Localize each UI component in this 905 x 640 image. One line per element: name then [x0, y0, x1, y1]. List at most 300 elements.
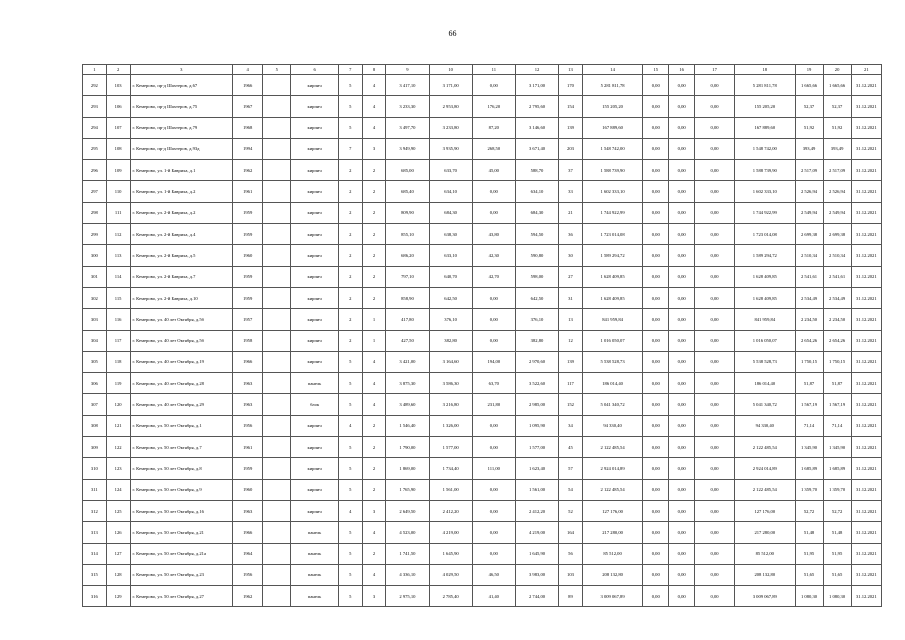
table-cell: 0,00	[695, 266, 735, 287]
table-cell: 31.12.2021	[851, 75, 881, 96]
table-cell: 0,00	[669, 266, 695, 287]
table-cell: 4 336,10	[386, 564, 429, 585]
table-cell: 376,10	[515, 309, 558, 330]
table-cell: 1962	[233, 160, 263, 181]
table-cell: 0,00	[669, 287, 695, 308]
table-cell: 2	[362, 415, 386, 436]
table-cell: 0,00	[643, 458, 669, 479]
table-cell: 0,00	[669, 202, 695, 223]
table-cell: 1956	[233, 415, 263, 436]
table-cell: 113	[106, 245, 130, 266]
table-cell: 0,00	[472, 309, 515, 330]
table-cell: 5	[338, 543, 362, 564]
table-cell: 0,00	[695, 479, 735, 500]
table-cell: кирпич	[291, 287, 339, 308]
table-cell: 0,00	[669, 500, 695, 521]
table-cell: 0,00	[643, 75, 669, 96]
table-cell: 0,00	[643, 351, 669, 372]
table-cell: 300	[83, 245, 107, 266]
table-cell: 51,65	[823, 564, 851, 585]
table-cell: 4	[362, 373, 386, 394]
table-cell: 1 359,70	[823, 479, 851, 500]
table-cell: 2 985,00	[515, 394, 558, 415]
table-cell: 3 522,60	[515, 373, 558, 394]
table-cell: 0,00	[669, 96, 695, 117]
table-cell: 0,00	[669, 564, 695, 585]
table-cell: 109	[106, 160, 130, 181]
table-cell: 167 889,60	[582, 117, 642, 138]
table-cell: 0,00	[669, 75, 695, 96]
table-cell: 3	[362, 586, 386, 607]
table-cell: 0,00	[643, 479, 669, 500]
table-cell: кирпич	[291, 181, 339, 202]
column-header: 16	[669, 65, 695, 75]
table-cell: кирпич	[291, 309, 339, 330]
table-cell: 1963	[233, 373, 263, 394]
table-cell: 308	[83, 415, 107, 436]
table-cell: 1956	[233, 564, 263, 585]
table-cell: 3 417,10	[386, 75, 429, 96]
table-cell: панель	[291, 564, 339, 585]
table-cell: 1 095,90	[515, 415, 558, 436]
table-cell: 2 785,40	[429, 586, 472, 607]
table-cell: 0,00	[669, 415, 695, 436]
table-cell: 4 219,00	[429, 522, 472, 543]
table-cell	[263, 309, 291, 330]
table-cell: 127	[106, 543, 130, 564]
table-cell: 1 567,19	[795, 394, 823, 415]
table-cell: 0,00	[695, 224, 735, 245]
table-cell: 3	[362, 500, 386, 521]
table-cell: 31.12.2021	[851, 522, 881, 543]
table-row	[83, 415, 882, 436]
table-cell: 155 205,20	[735, 96, 795, 117]
table-row	[83, 245, 882, 266]
table-cell: 139	[559, 351, 583, 372]
table-row	[83, 522, 882, 543]
table-cell: 1963	[233, 394, 263, 415]
table-cell: 0,00	[472, 522, 515, 543]
table-cell: 427,50	[386, 330, 429, 351]
table-cell: 42,30	[472, 245, 515, 266]
table-cell: 1 577,00	[429, 437, 472, 458]
table-cell: 5	[338, 75, 362, 96]
table-cell: 1966	[233, 75, 263, 96]
table-cell: 94 330,40	[582, 415, 642, 436]
table-cell: 4	[362, 564, 386, 585]
table-cell: 154	[559, 96, 583, 117]
table-cell: 114	[106, 266, 130, 287]
table-cell: 2 510,34	[795, 245, 823, 266]
table-cell: 316	[83, 586, 107, 607]
table-cell: 0,00	[669, 309, 695, 330]
table-cell: 127 176,00	[582, 500, 642, 521]
table-cell: кирпич	[291, 224, 339, 245]
table-cell: 1 723 014,08	[582, 224, 642, 245]
table-cell: 1 628 409,85	[735, 287, 795, 308]
table-cell: 1 561,00	[515, 479, 558, 500]
table-cell: 52,37	[823, 96, 851, 117]
column-header: 8	[362, 65, 386, 75]
table-cell: 638,30	[429, 224, 472, 245]
table-cell: 598,00	[515, 266, 558, 287]
column-header: 19	[795, 65, 823, 75]
table-cell: 103	[559, 564, 583, 585]
table-cell: 31.12.2021	[851, 202, 881, 223]
table-cell: 0,00	[695, 330, 735, 351]
table-cell: 30	[559, 245, 583, 266]
table-cell: 590,80	[515, 245, 558, 266]
table-cell: 0,00	[695, 117, 735, 138]
table-cell: 2 517,09	[823, 160, 851, 181]
table-cell	[263, 373, 291, 394]
table-cell: 107	[106, 117, 130, 138]
table-cell: 5	[338, 458, 362, 479]
table-cell	[263, 245, 291, 266]
table-cell: 0,00	[643, 394, 669, 415]
page-number: 66	[448, 29, 457, 38]
table-cell	[263, 181, 291, 202]
table-cell: 0,00	[669, 437, 695, 458]
table-cell: 1 869,00	[386, 458, 429, 479]
table-cell: 2	[338, 202, 362, 223]
address-cell: г. Кемерово, ул. 40 лет Октября, д.5б	[130, 309, 233, 330]
address-cell: г. Кемерово, ул. 40 лет Октября, д.19	[130, 351, 233, 372]
column-header: 9	[386, 65, 429, 75]
table-cell: 31.12.2021	[851, 181, 881, 202]
table-cell: 21	[559, 202, 583, 223]
table-cell: 0,00	[643, 266, 669, 287]
table-cell: 382,80	[429, 330, 472, 351]
table-cell: 3 233,30	[386, 96, 429, 117]
table-cell: 13	[559, 309, 583, 330]
table-cell: 51,92	[823, 117, 851, 138]
table-cell: 3 497,70	[386, 117, 429, 138]
address-cell: г. Кемерово, ул. 2-й Бавриха, д.5	[130, 245, 233, 266]
table-cell: 2 970,60	[515, 351, 558, 372]
table-cell: 5	[338, 373, 362, 394]
table-cell: 1959	[233, 202, 263, 223]
table-cell: 1	[362, 330, 386, 351]
table-cell: 0,00	[643, 522, 669, 543]
table-cell	[263, 500, 291, 521]
table-cell: 2 795,60	[515, 96, 558, 117]
table-cell: 5	[338, 96, 362, 117]
table-cell: 0,00	[695, 309, 735, 330]
table-cell: 2 541,61	[795, 266, 823, 287]
table-cell: 2	[362, 245, 386, 266]
table-cell: 123	[106, 458, 130, 479]
table-cell: 31.12.2021	[851, 543, 881, 564]
table-cell: кирпич	[291, 458, 339, 479]
address-cell: г. Кемерово, ул. 50 лет Октября, д.21	[130, 522, 233, 543]
table-cell: 34	[559, 415, 583, 436]
table-cell: 51,92	[795, 117, 823, 138]
table-cell: блок	[291, 394, 339, 415]
table-cell: 382,80	[515, 330, 558, 351]
table-cell: 51,65	[795, 564, 823, 585]
table-cell: 2 744,00	[515, 586, 558, 607]
table-cell: 1 561,00	[429, 479, 472, 500]
table-cell: 203	[559, 138, 583, 159]
table-cell: 31.12.2021	[851, 117, 881, 138]
table-cell: 0,00	[695, 543, 735, 564]
table-cell: 1961	[233, 181, 263, 202]
table-cell: 121	[106, 415, 130, 436]
table-cell	[263, 138, 291, 159]
table-cell: 31.12.2021	[851, 287, 881, 308]
table-cell: 1 723 014,08	[735, 224, 795, 245]
table-cell: 2 549,94	[795, 202, 823, 223]
table-cell: 310	[83, 458, 107, 479]
table-row	[83, 394, 882, 415]
table-cell: 63,70	[472, 373, 515, 394]
address-cell: г. Кемерово, ул. 2-й Бавриха, д.2	[130, 202, 233, 223]
table-cell	[263, 202, 291, 223]
address-cell: г. Кемерово, ул. 50 лет Октября, д.16	[130, 500, 233, 521]
table-cell	[263, 287, 291, 308]
table-row	[83, 160, 882, 181]
table-cell: кирпич	[291, 500, 339, 521]
table-cell: 1 685,89	[795, 458, 823, 479]
table-cell: панель	[291, 543, 339, 564]
table-cell: 1	[362, 309, 386, 330]
table-cell: 31.12.2021	[851, 266, 881, 287]
table-cell: 31.12.2021	[851, 330, 881, 351]
table-cell: 4	[338, 500, 362, 521]
table-cell: 5	[338, 394, 362, 415]
table-cell: 5	[338, 586, 362, 607]
table-row	[83, 181, 882, 202]
table-cell: 1 744 922,99	[582, 202, 642, 223]
table-cell: кирпич	[291, 202, 339, 223]
table-cell: 0,00	[643, 160, 669, 181]
table-cell: 1959	[233, 224, 263, 245]
table-cell: 231,80	[472, 394, 515, 415]
column-header: 17	[695, 65, 735, 75]
table-row	[83, 564, 882, 585]
table-cell: 54	[559, 479, 583, 500]
table-cell	[263, 437, 291, 458]
table-cell: 841 959,84	[582, 309, 642, 330]
column-header: 2	[106, 65, 130, 75]
table-cell: 0,00	[695, 138, 735, 159]
table-cell: 0,00	[643, 202, 669, 223]
table-cell: 685,00	[386, 160, 429, 181]
table-cell: 304	[83, 330, 107, 351]
table-cell: 51,87	[823, 373, 851, 394]
address-cell: г. Кемерово, ул. 50 лет Октября, д.23	[130, 564, 233, 585]
address-cell: г. Кемерово, ул. 2-й Бавриха, д.10	[130, 287, 233, 308]
table-cell: 684,30	[429, 202, 472, 223]
table-cell: 51,48	[823, 522, 851, 543]
table-cell: 634,10	[515, 181, 558, 202]
table-cell: 118	[106, 351, 130, 372]
table-cell: 0,00	[669, 160, 695, 181]
address-cell: г. Кемерово, ул. 50 лет Октября, д.27	[130, 586, 233, 607]
table-cell: 3 586,30	[429, 373, 472, 394]
table-row	[83, 224, 882, 245]
table-cell: 2	[338, 181, 362, 202]
table-cell: 139	[559, 117, 583, 138]
table-cell: 0,00	[669, 522, 695, 543]
table-cell: 42,70	[472, 266, 515, 287]
table-cell: 45	[559, 437, 583, 458]
table-cell: 0,00	[695, 351, 735, 372]
table-cell: 2	[338, 224, 362, 245]
table-cell: 27	[559, 266, 583, 287]
address-cell: г. Кемерово, ул. 50 лет Октября, д.1	[130, 415, 233, 436]
table-cell: 0,00	[669, 330, 695, 351]
table-cell: 31.12.2021	[851, 394, 881, 415]
table-cell	[263, 117, 291, 138]
table-cell: 4 219,00	[515, 522, 558, 543]
table-cell: 71,14	[823, 415, 851, 436]
table-cell: 307	[83, 394, 107, 415]
table-cell: 3 489,60	[386, 394, 429, 415]
table-row	[83, 330, 882, 351]
table-cell: 3 935,90	[429, 138, 472, 159]
table-cell: 1 548 742,00	[582, 138, 642, 159]
table-cell: 0,00	[643, 96, 669, 117]
table-cell: 7	[338, 138, 362, 159]
table-cell: 5 538 528,73	[582, 351, 642, 372]
table-cell: 268,50	[472, 138, 515, 159]
table-cell: 0,00	[643, 117, 669, 138]
table-cell	[263, 586, 291, 607]
header-row	[83, 65, 882, 75]
table-cell: 1 750,15	[823, 351, 851, 372]
table-cell: 110	[106, 181, 130, 202]
table-cell: 0,00	[472, 479, 515, 500]
table-cell: 119	[106, 373, 130, 394]
table-cell: кирпич	[291, 96, 339, 117]
table-cell: 31.12.2021	[851, 458, 881, 479]
table-cell	[263, 394, 291, 415]
table-cell: 2 412,20	[515, 500, 558, 521]
table-cell: 56	[559, 543, 583, 564]
table-cell: 588,70	[515, 160, 558, 181]
table-cell: 302	[83, 287, 107, 308]
table-cell: 0,00	[669, 351, 695, 372]
table-cell: 31.12.2021	[851, 96, 881, 117]
table-cell: 1 080,30	[823, 586, 851, 607]
table-cell: 1 345,90	[823, 437, 851, 458]
table-cell: 36	[559, 224, 583, 245]
table-cell: 0,00	[643, 330, 669, 351]
table-cell: 1 645,90	[515, 543, 558, 564]
table-cell: 1 588 739,90	[582, 160, 642, 181]
table-cell: 642,50	[515, 287, 558, 308]
table-cell: 2 534,49	[823, 287, 851, 308]
table-cell: 170	[559, 75, 583, 96]
table-cell	[263, 522, 291, 543]
table-cell: 0,00	[472, 287, 515, 308]
table-cell: 0,00	[472, 500, 515, 521]
table-cell: 31.12.2021	[851, 437, 881, 458]
table-cell: кирпич	[291, 415, 339, 436]
table-cell: 1 589 294,72	[735, 245, 795, 266]
table-row	[83, 351, 882, 372]
column-header: 10	[429, 65, 472, 75]
table-cell: 5	[338, 117, 362, 138]
table-row	[83, 287, 882, 308]
address-cell: г. Кемерово, ул. 50 лет Октября, д.7	[130, 437, 233, 458]
table-cell: 841 959,84	[735, 309, 795, 330]
address-cell: г. Кемерово, ул. 1-й Бавриха, д.2	[130, 181, 233, 202]
table-cell: 295	[83, 138, 107, 159]
table-cell: 71,14	[795, 415, 823, 436]
table-cell: 3 171,00	[515, 75, 558, 96]
table-cell: 1964	[233, 543, 263, 564]
table-cell: 31.12.2021	[851, 479, 881, 500]
table-cell: 0,00	[695, 437, 735, 458]
table-cell: 51,87	[795, 373, 823, 394]
column-header: 1	[83, 65, 107, 75]
table-cell: 31.12.2021	[851, 309, 881, 330]
register-table	[82, 64, 882, 607]
table-cell: 31.12.2021	[851, 500, 881, 521]
table-cell: 3 983,00	[515, 564, 558, 585]
table-cell: 51,95	[795, 543, 823, 564]
table-cell: 51,95	[823, 543, 851, 564]
table-cell: 1962	[233, 586, 263, 607]
table-cell: 4	[362, 96, 386, 117]
table-cell: 33	[559, 181, 583, 202]
table-cell: 2	[338, 160, 362, 181]
column-header: 13	[559, 65, 583, 75]
table-cell: 2	[362, 479, 386, 500]
column-header: 3	[130, 65, 233, 75]
table-cell: 127 176,00	[735, 500, 795, 521]
table-cell: 1 765,90	[386, 479, 429, 500]
table-cell: 1 016 050,07	[735, 330, 795, 351]
table-cell: 117	[106, 330, 130, 351]
table-cell: 52,37	[795, 96, 823, 117]
table-cell: 5	[338, 479, 362, 500]
table-cell: 0,00	[695, 458, 735, 479]
table-cell: 208 132,80	[735, 564, 795, 585]
address-cell: г. Кемерово, ул. 2-й Бавриха, д.4	[130, 224, 233, 245]
table-cell: 31.12.2021	[851, 138, 881, 159]
table-cell: 0,00	[695, 181, 735, 202]
column-header: 12	[515, 65, 558, 75]
table-cell: 2	[338, 309, 362, 330]
table-cell: 31.12.2021	[851, 224, 881, 245]
table-cell: 108	[106, 138, 130, 159]
table-cell: 0,00	[695, 75, 735, 96]
table-cell: кирпич	[291, 266, 339, 287]
table-cell: 0,00	[643, 500, 669, 521]
table-cell: 208 132,80	[582, 564, 642, 585]
table-cell: 303	[83, 309, 107, 330]
table-cell: 684,30	[515, 202, 558, 223]
table-cell: 312	[83, 500, 107, 521]
table-cell: 417,80	[386, 309, 429, 330]
column-header: 11	[472, 65, 515, 75]
table-cell: 2	[338, 266, 362, 287]
table-cell: 120	[106, 394, 130, 415]
table-cell: 3 233,80	[429, 117, 472, 138]
table-cell: 296	[83, 160, 107, 181]
table-cell: 0,00	[695, 202, 735, 223]
table-row	[83, 543, 882, 564]
table-cell: 1 741,50	[386, 543, 429, 564]
address-cell: г. Кемерово, ул. 40 лет Октября, д.28	[130, 373, 233, 394]
table-cell: 0,00	[472, 202, 515, 223]
table-cell: 2	[362, 437, 386, 458]
table-cell: 85 512,00	[735, 543, 795, 564]
